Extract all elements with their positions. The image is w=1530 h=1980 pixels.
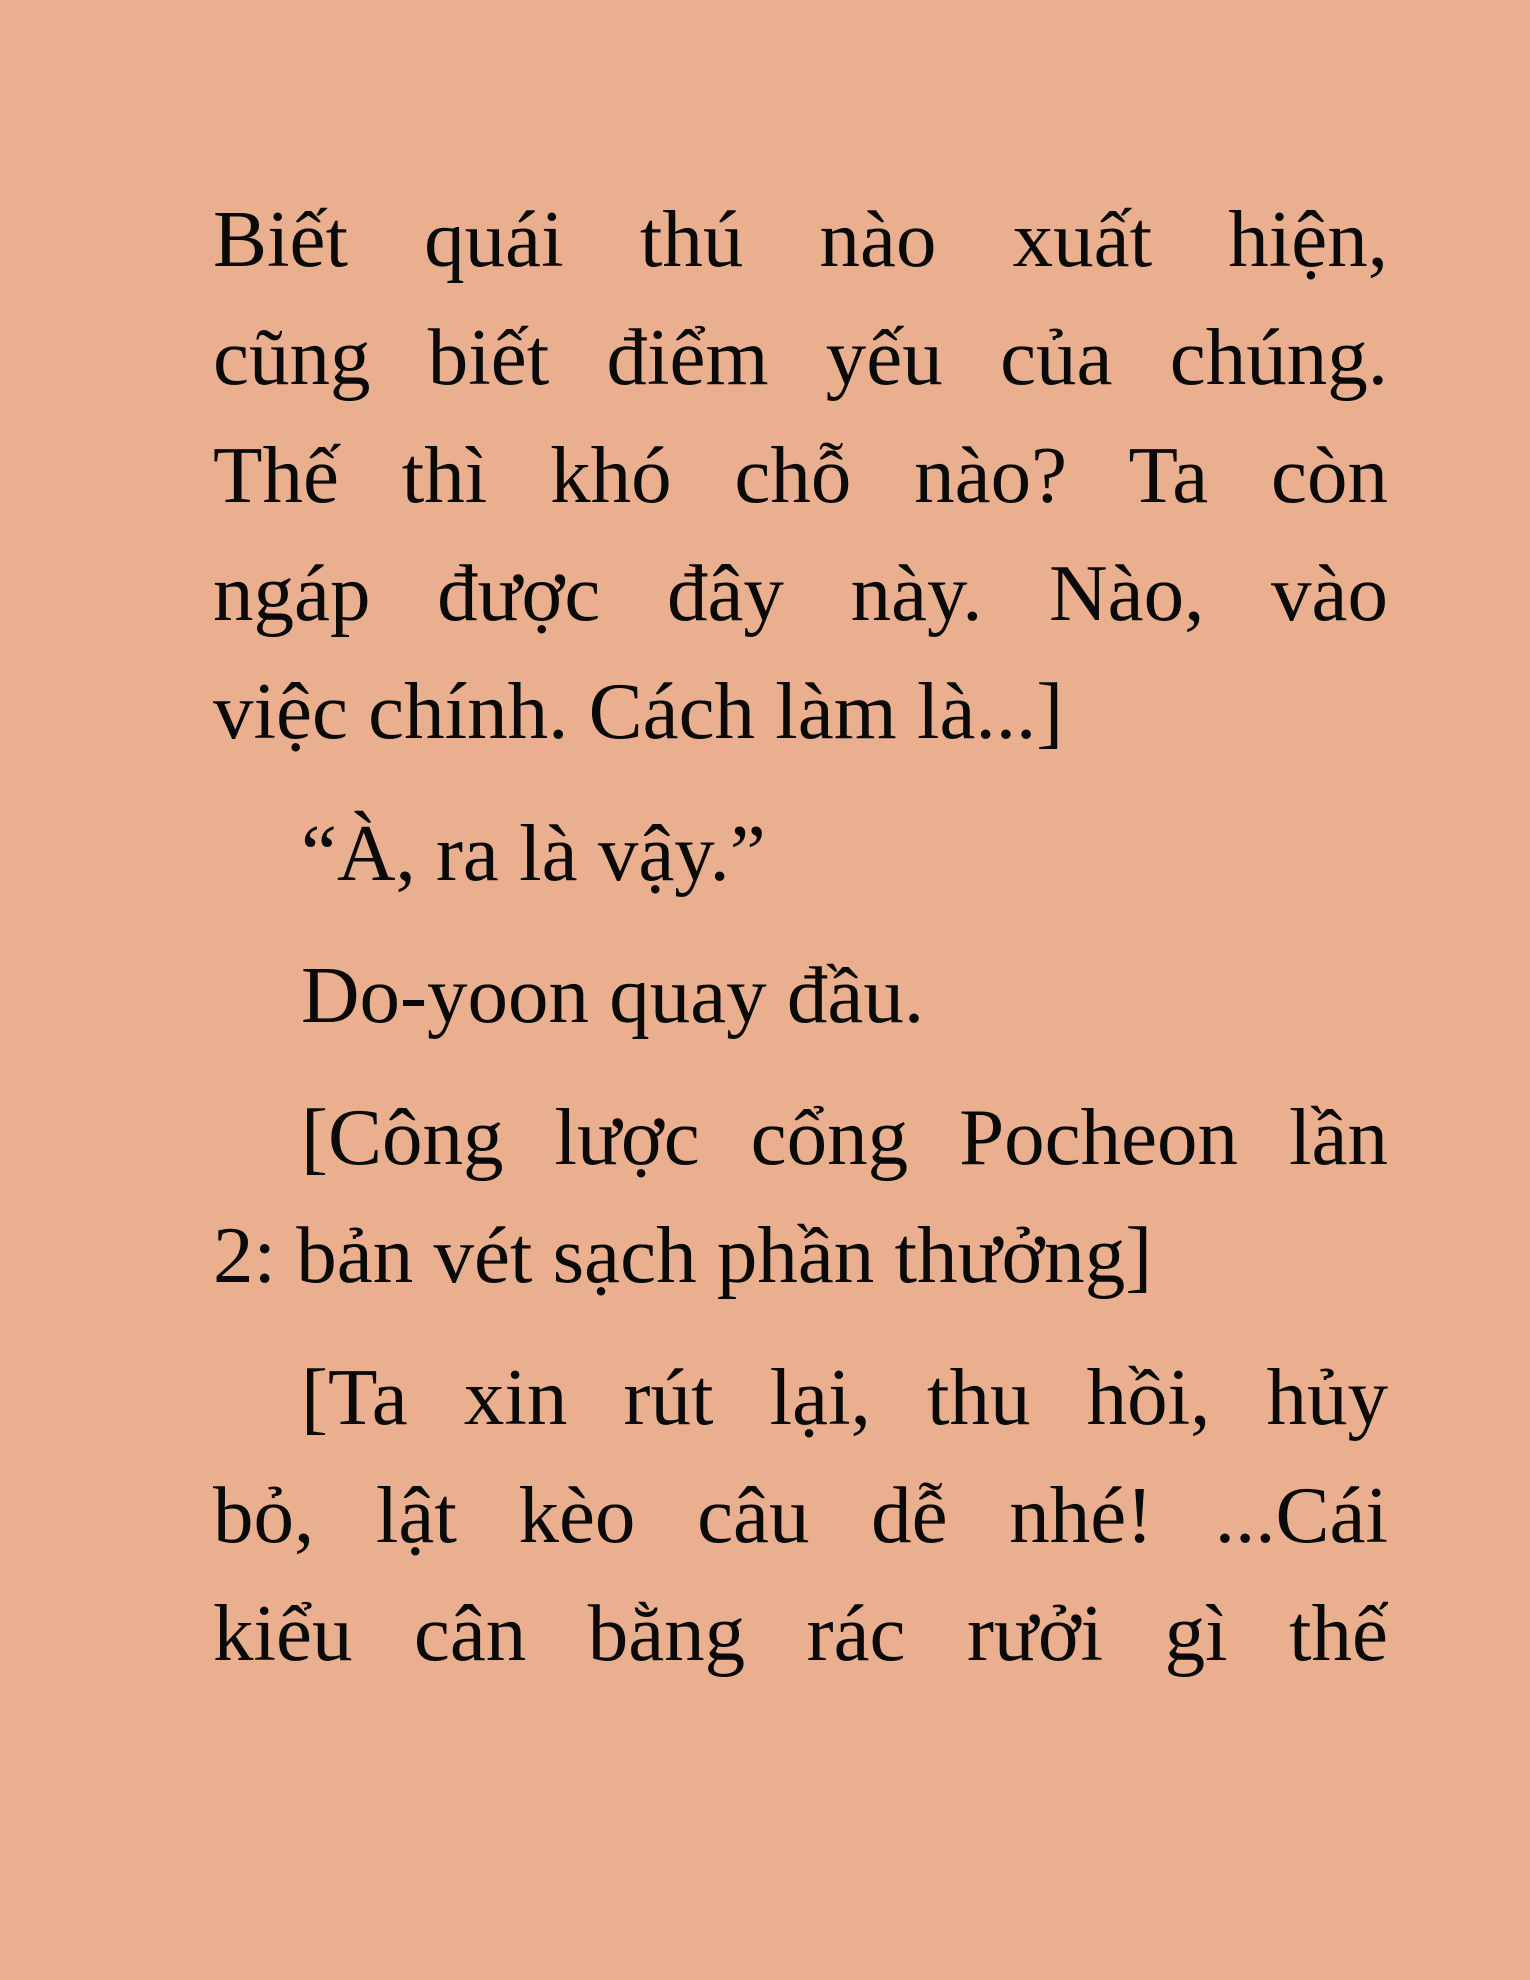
text-line-3: Thế thì khó chỗ nào? Ta còn — [213, 430, 1388, 520]
text-line-4: ngáp được đây này. Nào, vào — [213, 548, 1388, 638]
text-line-6: “À, ra là vậy.” — [301, 808, 766, 898]
text-line-5: việc chính. Cách làm là...] — [213, 666, 1064, 756]
text-line-8: [Công lược cổng Pocheon lần — [301, 1092, 1388, 1182]
text-line-12: kiểu cân bằng rác rưởi gì thế — [213, 1588, 1388, 1678]
text-line-1: Biết quái thú nào xuất hiện, — [213, 194, 1388, 284]
text-line-2: cũng biết điểm yếu của chúng. — [213, 312, 1388, 402]
text-line-10: [Ta xin rút lại, thu hồi, hủy — [301, 1352, 1388, 1442]
text-line-7: Do-yoon quay đầu. — [301, 950, 925, 1040]
text-line-9: 2: bản vét sạch phần thưởng] — [213, 1210, 1153, 1300]
page-text — [213, 180, 1388, 1692]
text-line-11: bỏ, lật kèo câu dễ nhé! ...Cái — [213, 1470, 1388, 1560]
